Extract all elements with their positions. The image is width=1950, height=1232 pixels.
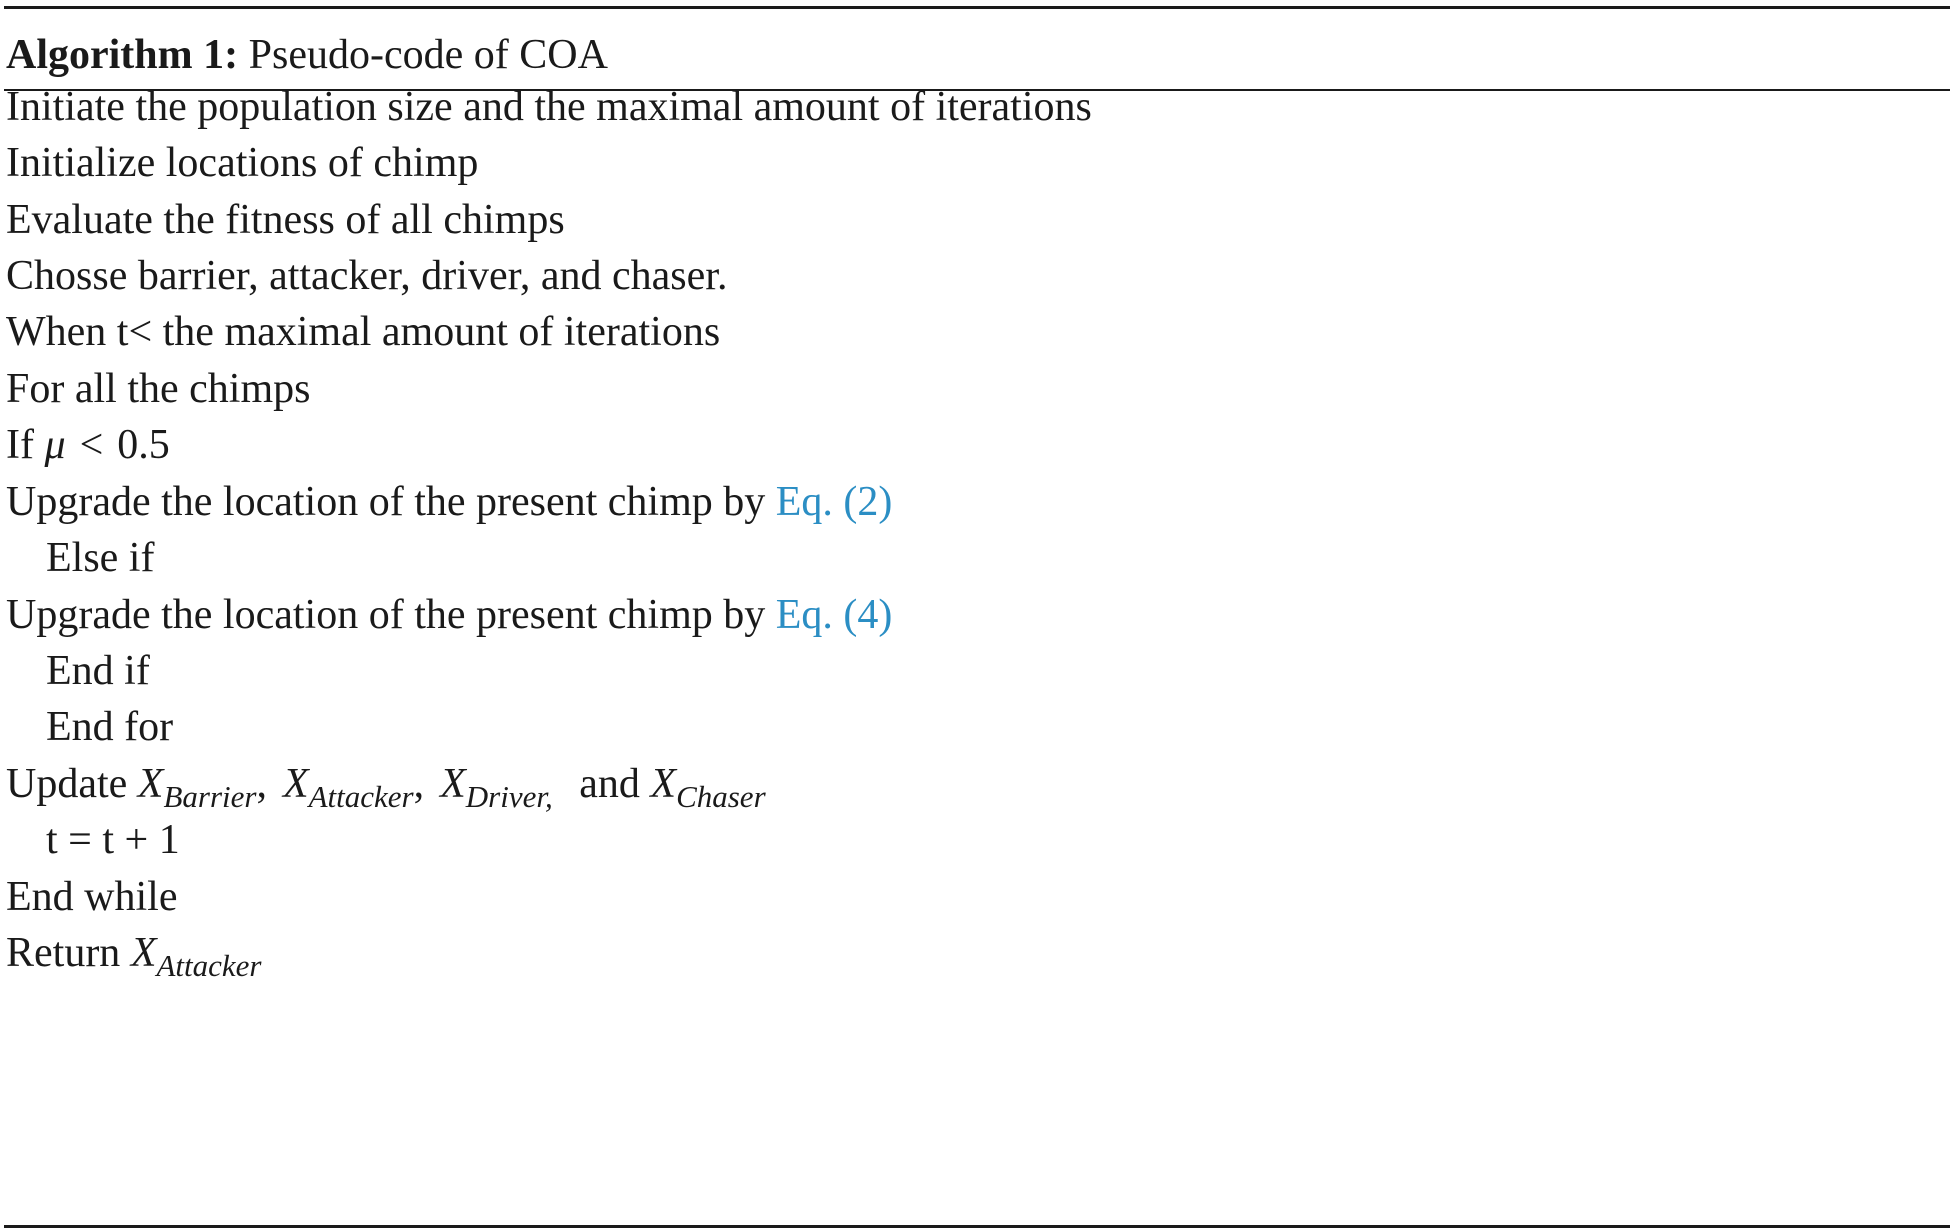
x-barrier [137, 761, 257, 814]
driver-comma: , [545, 779, 553, 814]
line-4: Chosse barrier, attacker, driver, and chaser. [6, 253, 728, 299]
line-9: Else if [46, 535, 155, 581]
x-symbol: X [650, 761, 677, 807]
eq-2-link[interactable]: Eq. (2) [775, 479, 893, 525]
barrier-subscript: Barrier [163, 779, 257, 814]
eq-4-link[interactable]: Eq. (4) [775, 592, 893, 638]
comma: , [413, 761, 425, 807]
driver-subscript: Driver [465, 779, 545, 814]
line-3: Evaluate the fitness of all chimps [6, 197, 565, 243]
mu-symbol: μ [44, 422, 66, 468]
return-keyword: Return [6, 930, 121, 976]
comma: , [256, 761, 267, 807]
attacker-subscript: Attacker [156, 948, 262, 983]
line-6: For all the chimps [6, 366, 311, 412]
line-10-text: Upgrade the location of the present chimp by [6, 592, 766, 638]
line-15: End while [6, 874, 178, 920]
x-attacker [282, 761, 414, 814]
line-5: When t< the maximal amount of iterations [6, 309, 721, 355]
line-12: End for [46, 704, 174, 750]
x-attacker-return [130, 930, 262, 983]
line-11: End if [46, 648, 150, 694]
x-symbol: X [440, 761, 466, 807]
line-14: t = t + 1 [46, 817, 180, 863]
chaser-subscript: Chaser [676, 779, 766, 814]
and-keyword: and [579, 761, 640, 807]
less-than-symbol: < [79, 422, 104, 468]
x-symbol: X [282, 761, 309, 807]
x-chaser [650, 761, 766, 814]
top-rule [4, 6, 1950, 9]
bottom-rule [4, 1225, 1950, 1228]
x-symbol: X [137, 761, 164, 807]
x-symbol: X [130, 930, 157, 976]
line-16 [6, 918, 261, 988]
line-8-text: Upgrade the location of the present chimp by [6, 479, 766, 525]
algorithm-title: Pseudo-code of COA [248, 32, 608, 78]
algorithm-label: Algorithm 1: [6, 32, 239, 78]
line-2: Initialize locations of chimp [6, 140, 479, 186]
threshold-value: 0.5 [117, 422, 170, 468]
update-keyword: Update [6, 761, 128, 807]
x-driver [440, 761, 553, 814]
attacker-subscript: Attacker [308, 779, 414, 814]
line-1: Initiate the population size and the maximal amount of iterations [6, 84, 1092, 130]
if-keyword: If [6, 422, 34, 468]
